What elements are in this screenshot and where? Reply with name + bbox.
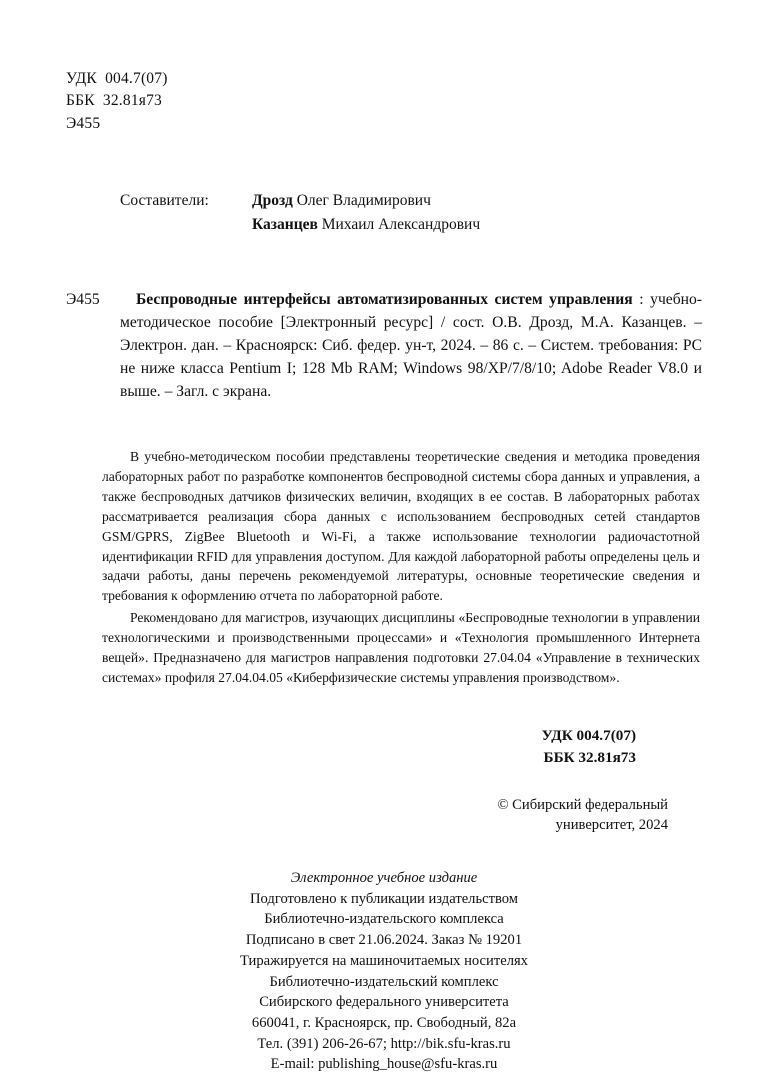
copyright-line-2: университет, 2024 xyxy=(555,817,668,834)
annotation-paragraph-2: Рекомендовано для магистров, изучающих дисциплины «Беспроводные технологии в управлении технологическими и производственными процессами» и «Технология промышленного Интернета вещей». Предназначено для магистров направления подготовки 27.04.04 «Управление в технических системах» профиля 27.04.04.05 «Киберфизические системы управления производством». xyxy=(102,610,700,685)
bbk-code-right: ББК 32.81я73 xyxy=(543,749,636,766)
imprint-line-4: Тиражируется на машиночитаемых носителях xyxy=(240,952,528,969)
compiler-given-2: Михаил Александрович xyxy=(317,215,481,233)
imprint-line-2: Библиотечно-издательского комплекса xyxy=(264,911,504,928)
biblio-title: Беспроводные интерфейсы автоматизированных систем управления xyxy=(136,290,633,308)
annotation-block xyxy=(102,447,700,687)
classification-codes-right xyxy=(66,725,702,768)
copyright-block xyxy=(66,795,702,836)
udk-code-top: УДК 004.7(07) xyxy=(66,70,168,87)
biblio-shelf-code: Э455 xyxy=(66,290,100,308)
imprint-heading: Электронное учебное издание xyxy=(290,870,478,887)
imprint-line-1: Подготовлено к публикации издательством xyxy=(249,890,519,907)
imprint-line-3: Подписано в свет 21.06.2024. Заказ № 19201 xyxy=(245,932,523,949)
compilers-label: Составители: xyxy=(120,192,209,210)
classification-codes-top xyxy=(66,68,702,135)
compilers-row xyxy=(120,213,702,236)
imprint-line-6: Сибирского федерального университета xyxy=(259,994,509,1011)
compilers-block xyxy=(120,189,702,236)
compiler-name-1 xyxy=(252,189,431,212)
imprint-line-7: 660041, г. Красноярск, пр. Свободный, 82а xyxy=(251,1015,517,1032)
compiler-given-1: Олег Владимирович xyxy=(292,192,431,210)
compiler-name-2 xyxy=(252,213,480,236)
bbk-code-top: ББК 32.81я73 xyxy=(66,92,162,110)
biblio-description xyxy=(120,288,702,403)
imprint-line-9: E-mail: publishing_house@sfu-kras.ru xyxy=(270,1056,498,1073)
compilers-row xyxy=(120,189,702,212)
biblio-imprint-text: : учебно-методическое пособие [Электронный ресурс] / сост. О.В. Дрозд, М.А. Казанцев. – Электрон. дан. – Красноярск: Сиб. федер. ун-т, 2024. – 86 с. – Систем. требования: PC не ниже класса Pentium I; 128 Mb RAM; Windows 98/XP/7/8/10; Adobe Reader V8.0 и выше. – Загл. с экрана. xyxy=(120,290,702,401)
copyright-line-1: © Сибирский федеральный xyxy=(497,796,668,813)
imprint-line-5: Библиотечно-издательский комплекс xyxy=(269,973,499,990)
compiler-surname-1: Дрозд xyxy=(252,192,293,210)
bibliographic-record xyxy=(66,288,702,403)
page-content xyxy=(66,68,702,1075)
udk-code-right: УДК 004.7(07) xyxy=(541,727,636,745)
annotation-paragraph-1: В учебно-методическом пособии представлены теоретические сведения и методика проведения лабораторных работ по разработке компонентов беспроводной системы сбора данных и управления, а также беспроводных датчиков физических величин, входящих в ее состав. В лабораторных работах рассматривается реализация сбора данных с использованием беспроводных сетей стандартов GSM/GPRS, ZigBee Bluetooth и Wi-Fi, а также использование технологии радиочастотной идентификации RFID для управления доступом. Для каждой лабораторной работы определены цель и задачи работы, даны перечень рекомендуемой литературы, основные теоретические сведения и требования к оформлению отчета по лабораторной работе. xyxy=(102,449,700,604)
shelf-code-top: Э455 xyxy=(66,114,101,132)
compiler-surname-2: Казанцев xyxy=(252,215,318,233)
imprint-block xyxy=(66,868,702,1075)
imprint-line-8: Тел. (391) 206-26-67; http://bik.sfu-kras.ru xyxy=(257,1035,511,1052)
